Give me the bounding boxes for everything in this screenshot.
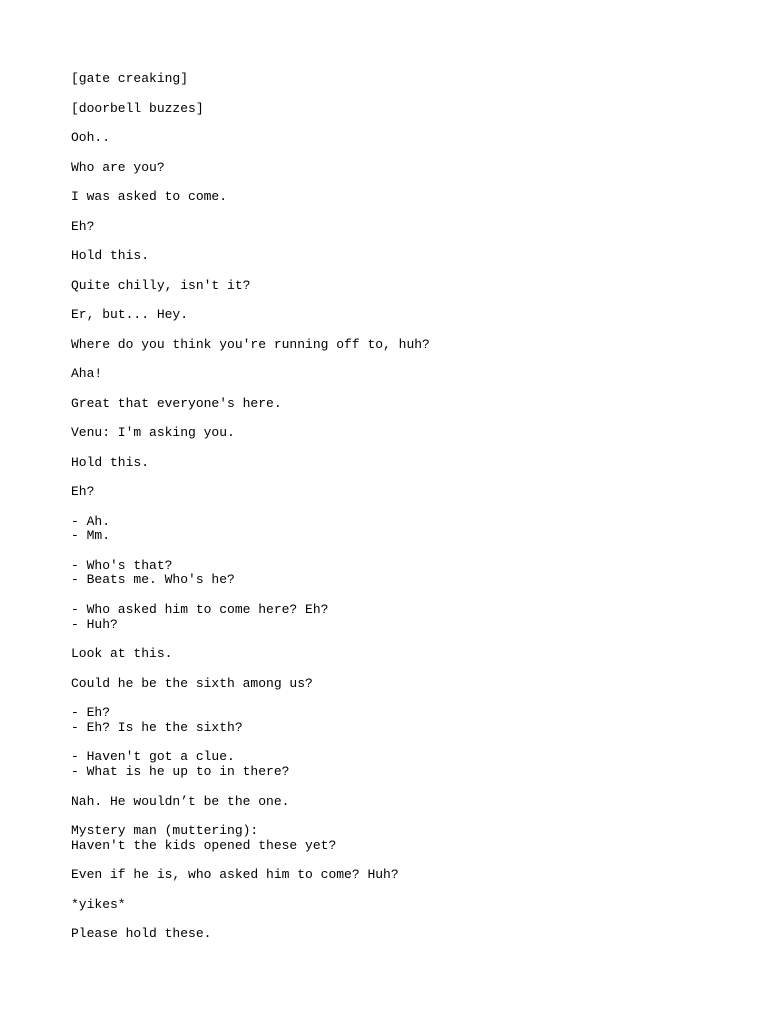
subtitle-block bbox=[71, 220, 731, 235]
subtitle-line: Hold this. bbox=[71, 454, 150, 470]
subtitle-block bbox=[71, 515, 731, 544]
subtitle-block bbox=[71, 279, 731, 294]
subtitle-block bbox=[71, 308, 731, 323]
subtitle-line: - Who asked him to come here? Eh? bbox=[71, 601, 329, 617]
subtitle-line: - Beats me. Who's he? bbox=[71, 572, 235, 588]
subtitle-line: Aha! bbox=[71, 366, 103, 381]
transcript-page bbox=[71, 72, 731, 957]
subtitle-block bbox=[71, 603, 731, 632]
subtitle-line: Quite chilly, isn't it? bbox=[71, 277, 251, 293]
subtitle-block bbox=[71, 161, 731, 176]
subtitle-block bbox=[71, 750, 731, 779]
subtitle-line: Even if he is, who asked him to come? Huh? bbox=[71, 867, 399, 883]
subtitle-line: Hold this. bbox=[71, 248, 150, 263]
subtitle-block bbox=[71, 456, 731, 471]
subtitle-block bbox=[71, 824, 731, 853]
subtitle-block bbox=[71, 868, 731, 883]
subtitle-line: Er, but... Hey. bbox=[71, 307, 189, 322]
subtitle-line: Please hold these. bbox=[71, 926, 212, 942]
subtitle-line: - Haven't got a clue. bbox=[71, 749, 235, 765]
subtitle-block bbox=[71, 367, 731, 382]
subtitle-line: Where do you think you're running off to, huh? bbox=[71, 336, 430, 352]
subtitle-line: Who are you? bbox=[71, 159, 165, 175]
subtitle-line: Could he be the sixth among us? bbox=[71, 675, 313, 691]
subtitle-block bbox=[71, 102, 731, 117]
subtitle-line: Great that everyone's here. bbox=[71, 395, 282, 411]
subtitle-line: Eh? bbox=[71, 484, 95, 499]
subtitle-line: - Mm. bbox=[71, 528, 111, 544]
subtitle-line: - Who's that? bbox=[71, 557, 173, 573]
subtitle-block bbox=[71, 249, 731, 264]
subtitle-line: - What is he up to in there? bbox=[71, 764, 290, 780]
subtitle-block bbox=[71, 559, 731, 588]
subtitle-line: - Ah. bbox=[71, 513, 111, 529]
subtitle-line: Nah. He wouldn’t be the one. bbox=[71, 793, 290, 809]
subtitle-line: Eh? bbox=[71, 218, 95, 234]
subtitle-line: [doorbell buzzes] bbox=[71, 100, 204, 116]
subtitle-block bbox=[71, 72, 731, 87]
subtitle-block bbox=[71, 927, 731, 942]
subtitle-line: Haven't the kids opened these yet? bbox=[71, 837, 337, 853]
subtitle-block bbox=[71, 397, 731, 412]
subtitle-line: - Eh? Is he the sixth? bbox=[71, 719, 243, 735]
subtitle-line: Mystery man (muttering): bbox=[71, 823, 259, 839]
subtitle-block bbox=[71, 426, 731, 441]
subtitle-line: - Huh? bbox=[71, 616, 118, 632]
subtitle-line: [gate creaking] bbox=[71, 71, 189, 86]
subtitle-line: Look at this. bbox=[71, 646, 173, 662]
subtitle-block bbox=[71, 485, 731, 500]
subtitle-block bbox=[71, 190, 731, 205]
subtitle-line: - Eh? bbox=[71, 705, 111, 721]
subtitle-line: Ooh.. bbox=[71, 130, 111, 145]
subtitle-block bbox=[71, 898, 731, 913]
subtitle-block bbox=[71, 795, 731, 810]
subtitle-block bbox=[71, 647, 731, 662]
subtitle-block bbox=[71, 677, 731, 692]
subtitle-line: *yikes* bbox=[71, 896, 126, 912]
subtitle-block bbox=[71, 131, 731, 146]
subtitle-line: I was asked to come. bbox=[71, 189, 228, 204]
subtitle-block bbox=[71, 706, 731, 735]
subtitle-line: Venu: I'm asking you. bbox=[71, 425, 235, 440]
subtitle-block bbox=[71, 338, 731, 353]
